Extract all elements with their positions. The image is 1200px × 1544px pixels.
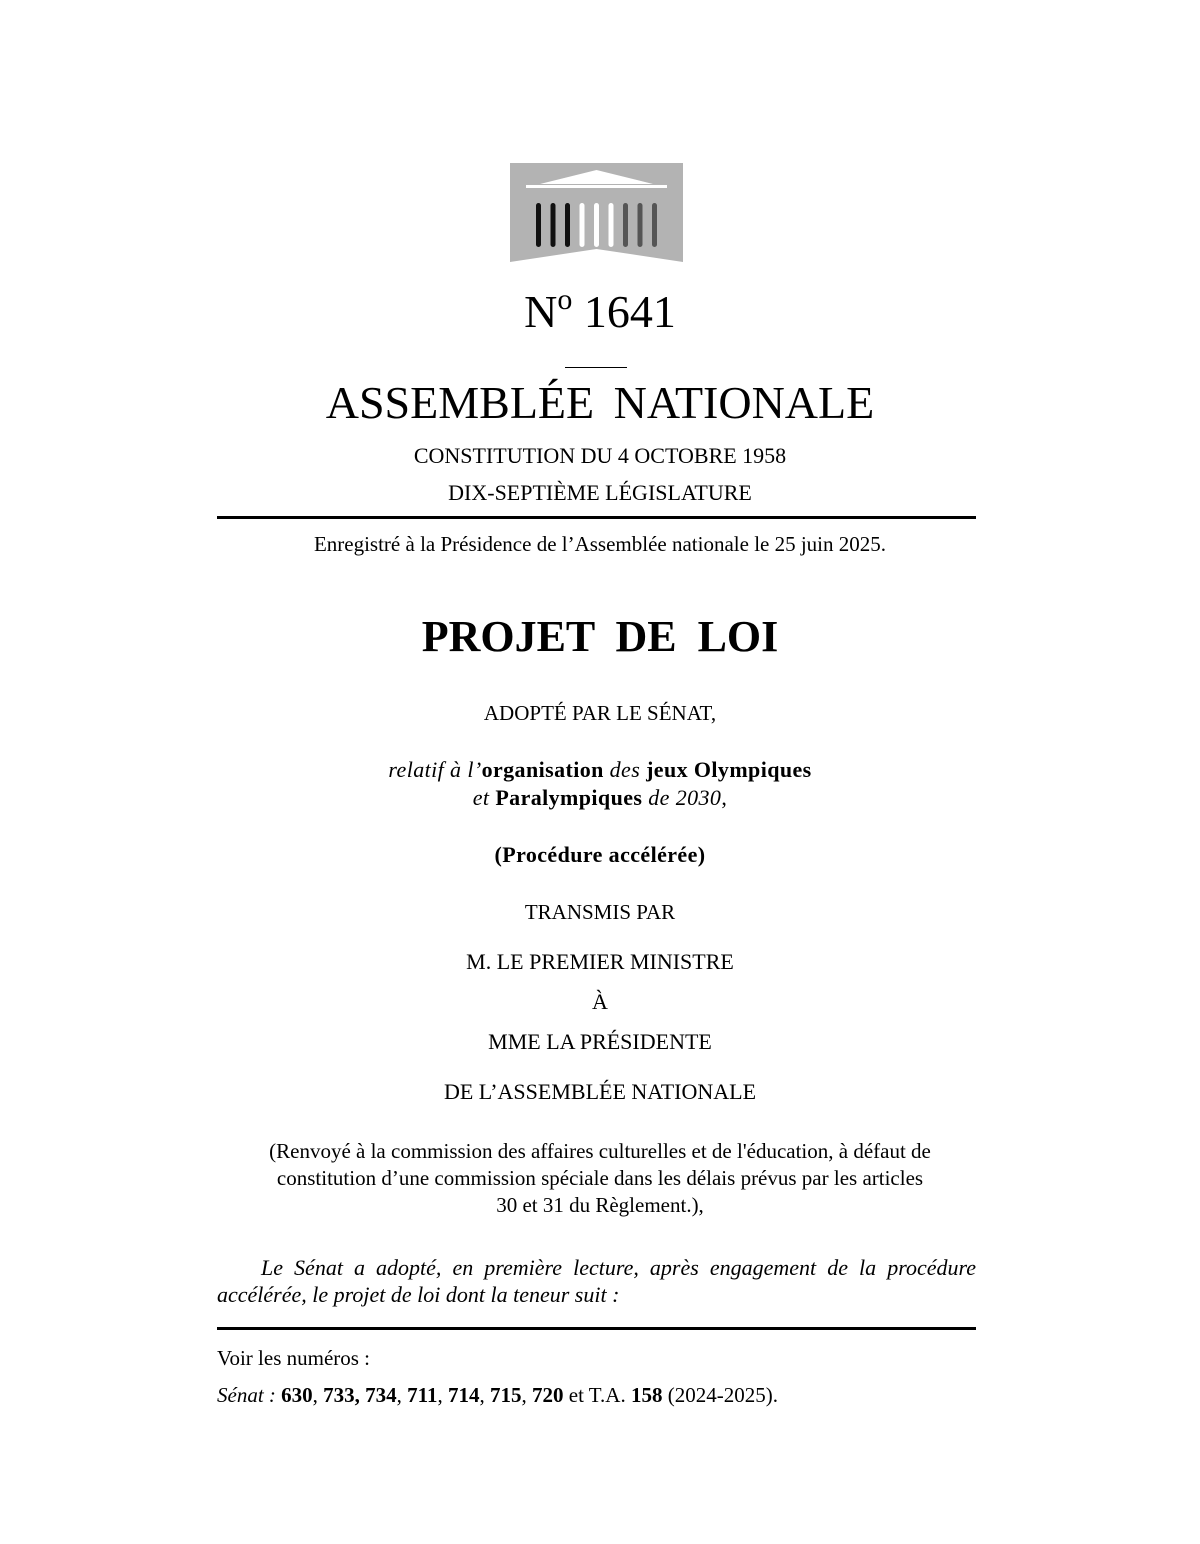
subject-line2-run-3: , [721,785,728,810]
adopted-by-line: ADOPTÉ PAR LE SÉNAT, [483,701,717,725]
senate-statement: Le Sénat a adopté, en première lecture, après engagement de la procédure accélérée, le projet de loi dont la teneur suit : [217,1255,976,1307]
logo-column-4 [594,203,599,247]
logo-column-6 [623,203,628,247]
see-numbers-label: Voir les numéros : [217,1346,371,1370]
reference-run-13: 158 [630,1383,663,1407]
logo-column-0 [536,203,541,247]
assemblee-nationale-logo-icon [510,163,683,262]
reference-run-6: , [437,1383,448,1407]
reference-run-5: 711 [407,1383,438,1407]
reference-run-12: et T.A. [563,1383,631,1407]
bill-subject-line-2 [0,784,1200,812]
bill-subject [0,756,1200,812]
recipient-line-1: MME LA PRÉSIDENTE [488,1029,712,1054]
sender-line: M. LE PREMIER MINISTRE [466,949,734,974]
reference-run-2: , [312,1383,324,1407]
reference-run-3: 733, 734 [323,1383,397,1407]
logo-column-5 [609,203,614,247]
reference-run-1: 630 [281,1383,313,1407]
logo-column-1 [551,203,556,247]
reference-run-0: Sénat : [217,1383,282,1407]
logo-column-7 [638,203,643,247]
subject-line2-run-0: et [472,785,496,810]
bill-subject-line-1 [0,756,1200,784]
senate-references [217,1381,778,1409]
to-line: À [592,989,608,1014]
reference-run-11: 720 [532,1383,564,1407]
short-divider [565,367,627,368]
referral-line-2: constitution d’une commission spéciale dans les délais prévus par les articles [276,1166,924,1190]
reference-run-10: , [521,1383,532,1407]
subject-line1-run-1: organisation [481,757,604,782]
document-title: PROJET DE LOI [421,612,779,661]
document-number: $N^o$ 1641 [524,283,676,337]
reference-run-14: (2024-2025). [662,1383,778,1407]
referral-line-1: (Renvoyé à la commission des affaires culturelles et de l'éducation, à défaut de [269,1139,931,1163]
recipient-line-2: DE L’ASSEMBLÉE NATIONALE [443,1079,757,1104]
reference-run-7: 714 [448,1383,480,1407]
referral-line-3: 30 et 31 du Règlement.), [496,1193,704,1217]
reference-run-9: 715 [490,1383,522,1407]
transmitted-by-line: TRANSMIS PAR [524,900,676,924]
logo-column-8 [652,203,657,247]
subject-line1-run-3: jeux Olympiques [646,757,812,782]
legislature-line: DIX-SEPTIÈME LÉGISLATURE [448,480,752,505]
header-divider [217,516,976,519]
subject-line1-run-2: des [603,757,647,782]
reference-run-4: , [396,1383,408,1407]
subject-line2-run-2: de 2030 [642,785,722,810]
logo-column-3 [580,203,585,247]
subject-line1-run-0: relatif à l’ [388,757,482,782]
logo-column-2 [565,203,570,247]
assembly-name: ASSEMBLÉE NATIONALE [325,377,875,428]
reference-run-8: , [479,1383,490,1407]
procedure-line: (Procédure accélérée) [494,842,706,867]
footer-divider [217,1327,976,1330]
constitution-line: CONSTITUTION DU 4 OCTOBRE 1958 [413,443,787,468]
registration-line: Enregistré à la Présidence de l’Assemblée nationale le 25 juin 2025. [313,532,887,556]
referral-note [0,1138,1200,1219]
subject-line2-run-1: Paralympiques [495,785,643,810]
